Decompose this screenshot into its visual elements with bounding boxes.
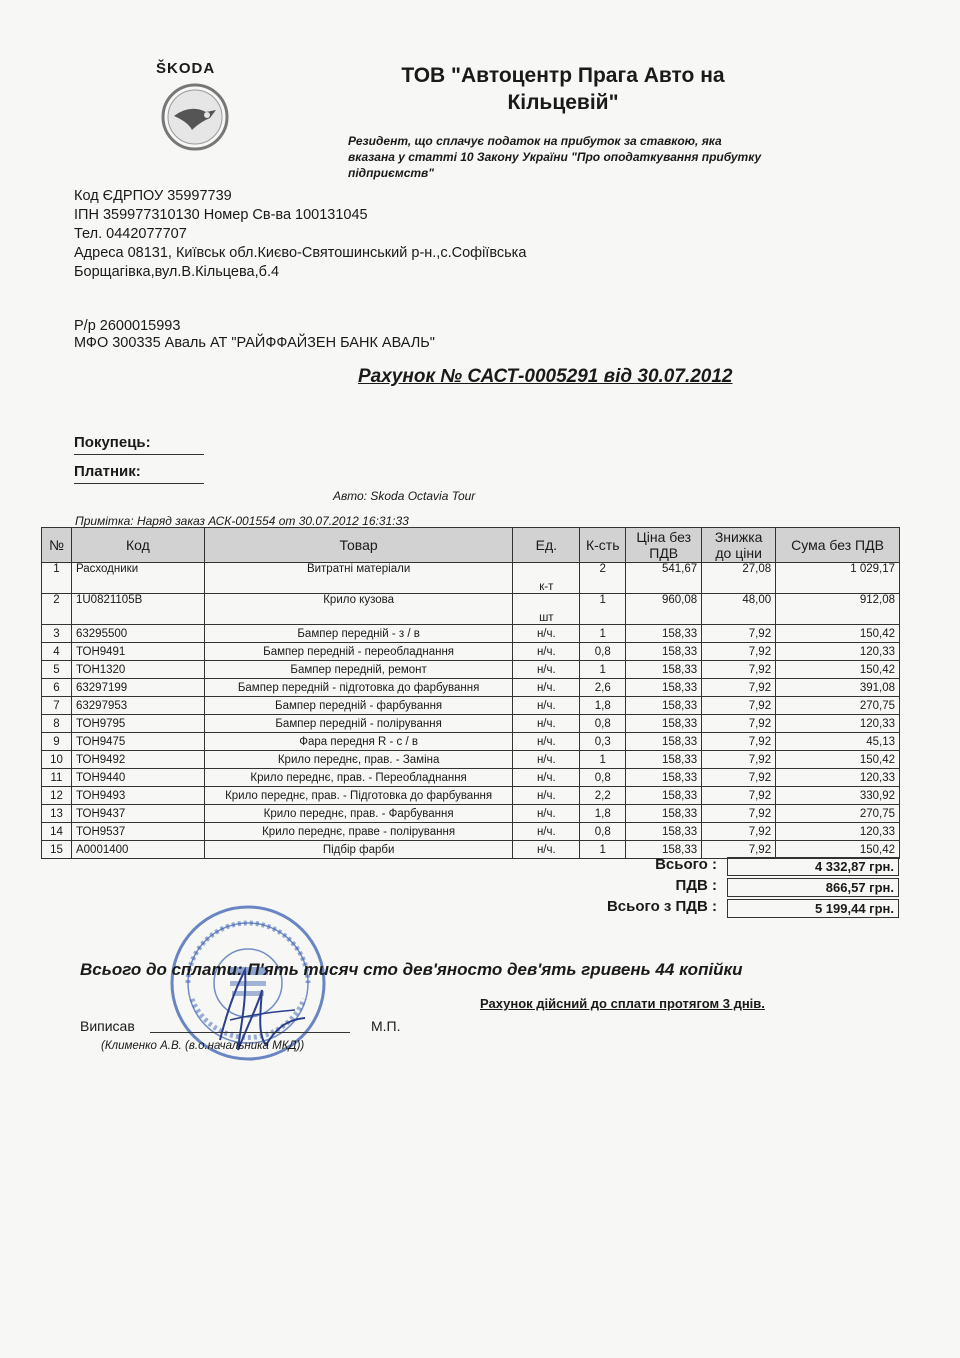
row-sum: 120,33 (776, 643, 900, 661)
row-code: ТОН9440 (71, 769, 204, 787)
row-unit: н/ч. (513, 679, 580, 697)
row-item-name: Крило переднє, прав. - Фарбування (204, 805, 513, 823)
address-line-1: Адреса 08131, Київськ обл.Києво-Святошинський р-н.,с.Софіївська (74, 245, 527, 261)
row-number: 4 (42, 643, 72, 661)
row-unit: н/ч. (513, 697, 580, 715)
row-discount: 7,92 (702, 751, 776, 769)
row-unit: н/ч. (513, 715, 580, 733)
table-row (42, 787, 900, 805)
row-sum: 912,08 (776, 594, 900, 625)
row-number: 2 (42, 594, 72, 625)
row-discount: 7,92 (702, 643, 776, 661)
amount-in-words: Всього до сплати: П'ять тисяч сто дев'яносто дев'ять гривень 44 копійки (80, 960, 743, 979)
table-row (42, 643, 900, 661)
row-unit: н/ч. (513, 823, 580, 841)
row-qty: 1 (580, 841, 626, 859)
row-qty: 2,6 (580, 679, 626, 697)
row-code: 63297953 (71, 697, 204, 715)
table-row (42, 594, 900, 625)
row-price: 158,33 (626, 805, 702, 823)
vehicle-info: Авто: Skoda Octavia Tour (333, 489, 476, 503)
row-code: ТОН9537 (71, 823, 204, 841)
row-unit: н/ч. (513, 769, 580, 787)
row-number: 11 (42, 769, 72, 787)
row-sum: 150,42 (776, 751, 900, 769)
row-price: 158,33 (626, 823, 702, 841)
row-unit: н/ч. (513, 841, 580, 859)
row-code: ТОН9475 (71, 733, 204, 751)
row-code: ТОН9492 (71, 751, 204, 769)
table-row (42, 823, 900, 841)
order-note: Примітка: Наряд заказ АСК-001554 от 30.07.2012 16:31:33 (75, 514, 409, 528)
buyer-label: Покупець: (74, 434, 151, 451)
header-sum: Сума без ПДВ (776, 528, 900, 563)
bank-account: Р/р 2600015993 (74, 318, 181, 334)
row-item-name: Підбір фарби (204, 841, 513, 859)
items-table (41, 527, 900, 859)
row-qty: 1 (580, 594, 626, 625)
header-number: № (42, 528, 72, 563)
phone-number: Тел. 0442077707 (74, 226, 187, 242)
row-discount: 7,92 (702, 733, 776, 751)
header-qty: К-сть (580, 528, 626, 563)
table-header-row (42, 528, 900, 563)
row-unit: н/ч. (513, 643, 580, 661)
row-sum: 270,75 (776, 697, 900, 715)
row-sum: 1 029,17 (776, 563, 900, 594)
row-price: 158,33 (626, 733, 702, 751)
total-value: 4 332,87 грн. (727, 857, 899, 876)
stamp-place-label: М.П. (371, 1018, 401, 1034)
row-number: 15 (42, 841, 72, 859)
row-number: 8 (42, 715, 72, 733)
row-item-name: Крило переднє, праве - полірування (204, 823, 513, 841)
row-qty: 1,8 (580, 697, 626, 715)
row-qty: 0,3 (580, 733, 626, 751)
row-unit: н/ч. (513, 751, 580, 769)
table-body (42, 563, 900, 859)
row-number: 12 (42, 787, 72, 805)
vat-value: 866,57 грн. (727, 878, 899, 897)
row-number: 14 (42, 823, 72, 841)
row-item-name: Фара передня R - с / в (204, 733, 513, 751)
row-discount: 7,92 (702, 787, 776, 805)
signature-line (150, 1032, 350, 1033)
company-name: ТОВ "Автоцентр Прага Авто на Кільцевій" (401, 64, 725, 114)
table-row (42, 751, 900, 769)
row-qty: 0,8 (580, 769, 626, 787)
row-item-name: Бампер передній - переобладнання (204, 643, 513, 661)
validity-note: Рахунок дійсний до сплати протягом 3 днів. (480, 996, 765, 1011)
row-qty: 0,8 (580, 643, 626, 661)
row-price: 158,33 (626, 769, 702, 787)
row-code: ТОН9493 (71, 787, 204, 805)
row-item-name: Бампер передній - підготовка до фарбування (204, 679, 513, 697)
row-price: 158,33 (626, 625, 702, 643)
row-number: 7 (42, 697, 72, 715)
row-number: 1 (42, 563, 72, 594)
row-item-name: Бампер передній - фарбування (204, 697, 513, 715)
row-item-name: Бампер передній - з / в (204, 625, 513, 643)
ipn-number: ІПН 359977310130 Номер Св-ва 100131045 (74, 207, 368, 223)
table-row (42, 841, 900, 859)
header-code: Код (71, 528, 204, 563)
row-discount: 7,92 (702, 661, 776, 679)
row-number: 6 (42, 679, 72, 697)
row-number: 13 (42, 805, 72, 823)
row-discount: 7,92 (702, 769, 776, 787)
row-item-name: Бампер передній, ремонт (204, 661, 513, 679)
bank-mfo: МФО 300335 Аваль АТ "РАЙФФАЙЗЕН БАНК АВАЛЬ" (74, 335, 435, 351)
row-item-name: Крило переднє, прав. - Переобладнання (204, 769, 513, 787)
row-sum: 330,92 (776, 787, 900, 805)
row-discount: 7,92 (702, 697, 776, 715)
edrpou-code: Код ЄДРПОУ 35997739 (74, 188, 232, 204)
invoice-title: Рахунок № САСТ-0005291 від 30.07.2012 (358, 366, 733, 387)
row-discount: 7,92 (702, 715, 776, 733)
row-price: 158,33 (626, 697, 702, 715)
row-sum: 120,33 (776, 769, 900, 787)
payer-line (74, 483, 204, 484)
row-sum: 120,33 (776, 823, 900, 841)
row-unit: н/ч. (513, 787, 580, 805)
row-item-name: Витратні матеріали (204, 563, 513, 594)
row-discount: 7,92 (702, 805, 776, 823)
signer-name: (Клименко А.В. (в.о.начальника МКД)) (101, 1040, 305, 1052)
row-code: ТОН9795 (71, 715, 204, 733)
row-code: ТОН1320 (71, 661, 204, 679)
table-row (42, 625, 900, 643)
row-number: 10 (42, 751, 72, 769)
row-code: 63295500 (71, 625, 204, 643)
row-sum: 150,42 (776, 661, 900, 679)
row-sum: 270,75 (776, 805, 900, 823)
row-number: 9 (42, 733, 72, 751)
row-sum: 45,13 (776, 733, 900, 751)
row-qty: 1 (580, 751, 626, 769)
table-row (42, 769, 900, 787)
table-row (42, 805, 900, 823)
row-qty: 1 (580, 661, 626, 679)
table-row (42, 715, 900, 733)
header-price: Ціна без ПДВ (626, 528, 702, 563)
payer-label: Платник: (74, 463, 141, 480)
row-unit: шт (513, 594, 580, 625)
brand-logo-text: ŠKODA (156, 60, 216, 77)
row-unit: к-т (513, 563, 580, 594)
row-unit: н/ч. (513, 625, 580, 643)
row-qty: 1,8 (580, 805, 626, 823)
address-line-2: Борщагівка,вул.В.Кільцева,б.4 (74, 264, 280, 280)
row-price: 158,33 (626, 751, 702, 769)
row-sum: 150,42 (776, 625, 900, 643)
signed-by-label: Виписав (80, 1018, 135, 1034)
row-qty: 2,2 (580, 787, 626, 805)
row-price: 158,33 (626, 679, 702, 697)
row-item-name: Бампер передній - полірування (204, 715, 513, 733)
row-price: 960,08 (626, 594, 702, 625)
row-item-name: Крило кузова (204, 594, 513, 625)
row-qty: 0,8 (580, 715, 626, 733)
row-discount: 7,92 (702, 823, 776, 841)
header-unit: Ед. (513, 528, 580, 563)
row-qty: 0,8 (580, 823, 626, 841)
row-price: 158,33 (626, 715, 702, 733)
table-row (42, 661, 900, 679)
row-item-name: Крило переднє, прав. - Заміна (204, 751, 513, 769)
row-code: ТОН9491 (71, 643, 204, 661)
row-item-name: Крило переднє, прав. - Підготовка до фарбування (204, 787, 513, 805)
table-row (42, 697, 900, 715)
total-label: Всього : (655, 856, 717, 873)
row-price: 158,33 (626, 787, 702, 805)
row-discount: 7,92 (702, 625, 776, 643)
row-qty: 1 (580, 625, 626, 643)
row-price: 158,33 (626, 661, 702, 679)
row-price: 158,33 (626, 643, 702, 661)
row-sum: 391,08 (776, 679, 900, 697)
row-discount: 48,00 (702, 594, 776, 625)
grand-total-label: Всього з ПДВ : (606, 898, 717, 915)
row-code: А0001400 (71, 841, 204, 859)
header-item: Товар (204, 528, 513, 563)
header-discount: Знижка до ціни (702, 528, 776, 563)
row-price: 541,67 (626, 563, 702, 594)
row-code: Расходники (71, 563, 204, 594)
row-discount: 7,92 (702, 841, 776, 859)
row-qty: 2 (580, 563, 626, 594)
row-price: 158,33 (626, 841, 702, 859)
row-sum: 150,42 (776, 841, 900, 859)
row-code: 1U0821105B (71, 594, 204, 625)
skoda-logo-icon (160, 82, 230, 152)
tax-status-note: Резидент, що сплачує податок на прибуток за ставкою, яка вказана у статті 10 Закону України "Про оподаткування прибутку підприємств" (348, 134, 762, 180)
row-unit: н/ч. (513, 733, 580, 751)
table-row (42, 733, 900, 751)
vat-label: ПДВ : (675, 877, 717, 894)
row-code: 63297199 (71, 679, 204, 697)
row-number: 3 (42, 625, 72, 643)
grand-total-value: 5 199,44 грн. (727, 899, 899, 918)
row-unit: н/ч. (513, 805, 580, 823)
row-discount: 7,92 (702, 679, 776, 697)
buyer-line (74, 454, 204, 455)
row-code: ТОН9437 (71, 805, 204, 823)
row-discount: 27,08 (702, 563, 776, 594)
row-number: 5 (42, 661, 72, 679)
row-unit: н/ч. (513, 661, 580, 679)
table-row (42, 563, 900, 594)
table-row (42, 679, 900, 697)
row-sum: 120,33 (776, 715, 900, 733)
